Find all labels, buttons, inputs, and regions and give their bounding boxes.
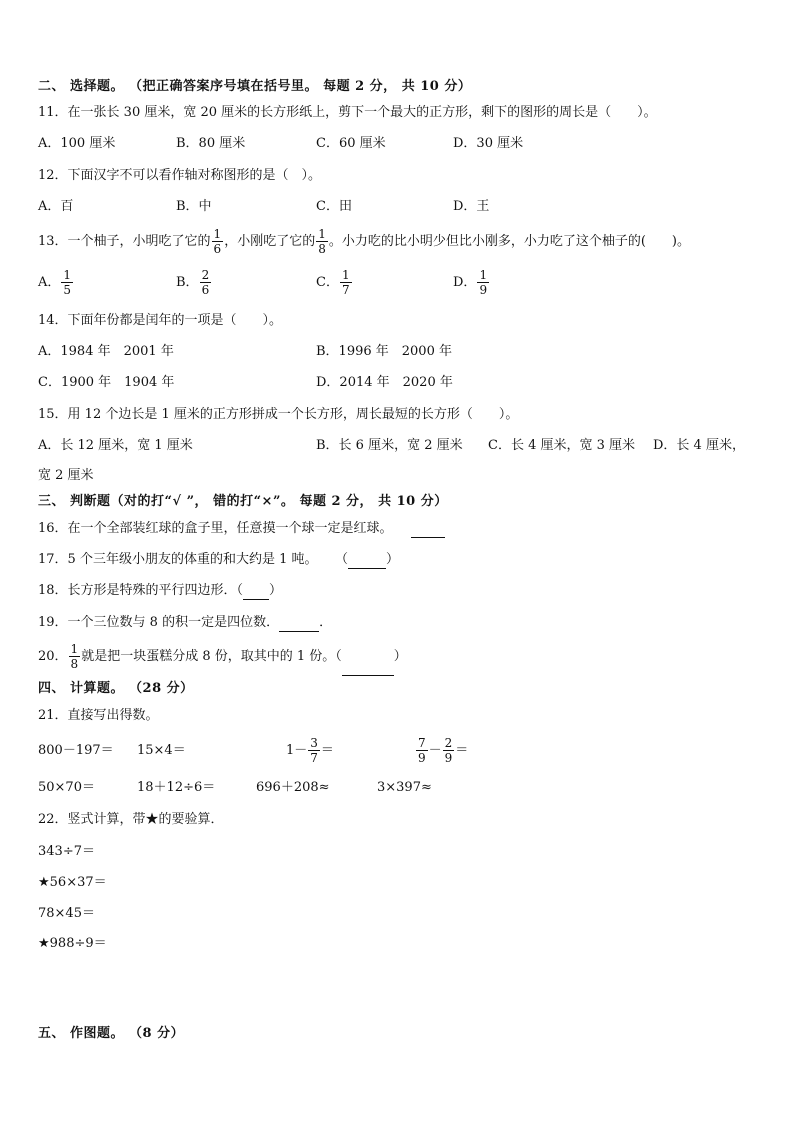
q13-text-2: ，小刚吃了它的 bbox=[224, 234, 316, 249]
q12-option-c: C．田 bbox=[316, 199, 352, 214]
q22-stem: 22．竖式计算，带★的要验算． bbox=[38, 812, 224, 827]
calc-fraction bbox=[443, 736, 455, 765]
fraction-denominator: 9 bbox=[418, 751, 426, 765]
option-fraction bbox=[340, 268, 352, 297]
paren-close: ） bbox=[269, 583, 283, 598]
q15-option-d-wrap: 宽 2 厘米 bbox=[38, 468, 94, 483]
paren-close: ） bbox=[386, 552, 400, 567]
fraction-numerator: 2 bbox=[444, 736, 453, 750]
q19-text: 19．一个三位数与 8 的积一定是四位数． bbox=[38, 615, 280, 630]
answer-blank[interactable] bbox=[411, 523, 445, 538]
fraction-denominator: 5 bbox=[63, 283, 72, 297]
q11-option-b: B．80 厘米 bbox=[176, 136, 246, 151]
q19-stem bbox=[38, 614, 332, 632]
q12-option-d: D．王 bbox=[453, 199, 490, 214]
q20-label: 20． bbox=[38, 649, 68, 664]
fraction-numerator: 7 bbox=[418, 736, 426, 750]
calc-prefix: 1－ bbox=[286, 743, 308, 758]
equals: ＝ bbox=[455, 743, 469, 758]
q20-text: 就是把一块蛋糕分成 8 份，取其中的 1 份。（ bbox=[81, 649, 342, 664]
q13-text-3: 。小力吃的比小明少但比小刚多，小力吃了这个柚子的( )。 bbox=[328, 234, 690, 249]
fraction-denominator: 7 bbox=[310, 751, 318, 765]
calc-fraction bbox=[308, 736, 320, 765]
calc-1-minus-fraction bbox=[286, 733, 334, 769]
fraction-denominator: 6 bbox=[201, 283, 210, 297]
q13-fraction-2 bbox=[316, 227, 328, 256]
answer-blank[interactable] bbox=[342, 661, 394, 676]
vertical-calc-1: 343÷7＝ bbox=[38, 844, 95, 859]
q21-stem: 21．直接写出得数。 bbox=[38, 708, 159, 723]
calc-15x4: 15×4＝ bbox=[137, 743, 186, 758]
q13-option-a bbox=[38, 266, 74, 300]
q17-stem bbox=[38, 551, 399, 569]
q11-stem: 11．在一张长 30 厘米，宽 20 厘米的长方形纸上，剪下一个最大的正方形，剩下的图形的周长是（ ）。 bbox=[38, 105, 657, 120]
q14-stem: 14．下面年份都是闰年的一项是（ ）。 bbox=[38, 313, 283, 328]
period: ． bbox=[319, 615, 333, 630]
q20-fraction bbox=[69, 642, 81, 671]
equals: ＝ bbox=[320, 743, 334, 758]
option-label: A． bbox=[38, 275, 61, 290]
q14-option-a: A．1984 年 2001 年 bbox=[38, 344, 174, 359]
fraction-denominator: 6 bbox=[213, 242, 222, 256]
paren-close: ） bbox=[393, 649, 407, 664]
q11-option-a: A．100 厘米 bbox=[38, 136, 116, 151]
fraction-numerator: 1 bbox=[341, 268, 350, 282]
calc-fraction-subtraction bbox=[415, 733, 468, 769]
option-fraction bbox=[61, 268, 73, 297]
q15-option-b: B．长 6 厘米，宽 2 厘米 bbox=[316, 438, 463, 453]
fraction-numerator: 1 bbox=[213, 227, 222, 241]
fraction-denominator: 9 bbox=[479, 283, 488, 297]
fraction-numerator: 1 bbox=[63, 268, 72, 282]
q14-option-d: D．2014 年 2020 年 bbox=[316, 375, 453, 390]
section-2-title: 二、 选择题。 （把正确答案序号填在括号里。 每题 2 分， 共 10 分） bbox=[38, 79, 472, 94]
q13-stem bbox=[38, 224, 690, 260]
q12-option-a: A．百 bbox=[38, 199, 74, 214]
calc-696-208: 696＋208≈ bbox=[256, 780, 330, 795]
q17-text: 17．5 个三年级小朋友的体重的和大约是 1 吨。 bbox=[38, 552, 318, 567]
fraction-numerator: 2 bbox=[201, 268, 210, 282]
q11-option-d: D．30 厘米 bbox=[453, 136, 524, 151]
q14-option-b: B．1996 年 2000 年 bbox=[316, 344, 452, 359]
q13-option-d bbox=[453, 266, 490, 300]
section-5-title: 五、 作图题。 （8 分） bbox=[38, 1026, 185, 1041]
section-3-title: 三、 判断题（对的打“√ ”， 错的打“×”。 每题 2 分， 共 10 分） bbox=[38, 494, 448, 509]
answer-blank[interactable] bbox=[348, 554, 386, 569]
fraction-denominator: 8 bbox=[70, 657, 79, 671]
q18-stem bbox=[38, 582, 282, 600]
vertical-calc-3: 78×45＝ bbox=[38, 906, 95, 921]
q13-option-c bbox=[316, 266, 353, 300]
q13-option-b bbox=[176, 266, 212, 300]
q14-option-c: C．1900 年 1904 年 bbox=[38, 375, 175, 390]
q15-option-a: A．长 12 厘米，宽 1 厘米 bbox=[38, 438, 193, 453]
q15-stem: 15．用 12 个边长是 1 厘米的正方形拼成一个长方形，周长最短的长方形（ ）。 bbox=[38, 407, 519, 422]
option-label: D． bbox=[453, 275, 477, 290]
q13-text-1: 13．一个柚子，小明吃了它的 bbox=[38, 234, 211, 249]
q15-option-d: D．长 4 厘米， bbox=[653, 438, 745, 453]
fraction-numerator: 1 bbox=[479, 268, 488, 282]
fraction-numerator: 3 bbox=[310, 736, 318, 750]
calc-800-197: 800－197＝ bbox=[38, 743, 114, 758]
calc-18-12-6: 18＋12÷6＝ bbox=[137, 780, 216, 795]
calc-fraction bbox=[416, 736, 428, 765]
q16-stem bbox=[38, 520, 445, 538]
vertical-calc-4: ★988÷9＝ bbox=[38, 936, 107, 951]
option-fraction bbox=[477, 268, 489, 297]
option-label: C． bbox=[316, 275, 339, 290]
option-label: B． bbox=[176, 275, 199, 290]
q12-option-b: B．中 bbox=[176, 199, 212, 214]
q20-stem bbox=[38, 638, 407, 676]
fraction-denominator: 9 bbox=[444, 751, 453, 765]
paren-open: （ bbox=[341, 552, 348, 567]
q18-text: 18．长方形是特殊的平行四边形．（ bbox=[38, 583, 244, 598]
q16-text: 16．在一个全部装红球的盒子里，任意摸一个球一定是红球。 bbox=[38, 521, 393, 536]
fraction-numerator: 1 bbox=[318, 227, 326, 241]
q13-fraction-1 bbox=[212, 227, 224, 256]
answer-blank[interactable] bbox=[243, 585, 269, 600]
answer-blank[interactable] bbox=[279, 617, 319, 632]
vertical-calc-2: ★56×37＝ bbox=[38, 875, 107, 890]
minus-sign: － bbox=[428, 743, 442, 758]
option-fraction bbox=[200, 268, 212, 297]
q15-option-c: C．长 4 厘米，宽 3 厘米 bbox=[488, 438, 636, 453]
fraction-numerator: 1 bbox=[70, 642, 79, 656]
q12-stem: 12．下面汉字不可以看作轴对称图形的是（ ）。 bbox=[38, 168, 322, 183]
calc-50x70: 50×70＝ bbox=[38, 780, 95, 795]
fraction-denominator: 7 bbox=[341, 283, 350, 297]
fraction-denominator: 8 bbox=[318, 242, 326, 256]
section-4-title: 四、 计算题。 （28 分） bbox=[38, 681, 194, 696]
q11-option-c: C．60 厘米 bbox=[316, 136, 386, 151]
calc-3x397: 3×397≈ bbox=[377, 780, 432, 795]
